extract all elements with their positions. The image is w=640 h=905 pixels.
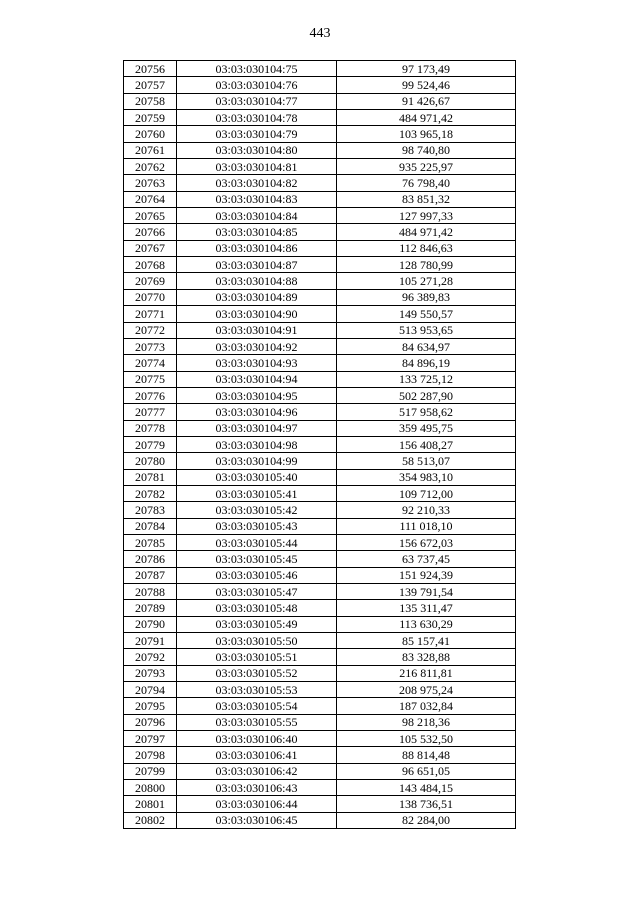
row-number-cell: 20786 (124, 551, 177, 567)
row-number-cell: 20797 (124, 731, 177, 747)
table-row (124, 240, 516, 256)
table-row (124, 665, 516, 681)
table-row (124, 224, 516, 240)
table-row (124, 731, 516, 747)
cadastral-number-cell: 03:03:030105:51 (177, 649, 337, 665)
value-cell: 354 983,10 (337, 469, 516, 485)
table-row (124, 126, 516, 142)
value-cell: 96 389,83 (337, 289, 516, 305)
cadastral-number-cell: 03:03:030105:55 (177, 714, 337, 730)
cadastral-number-cell: 03:03:030105:44 (177, 534, 337, 550)
value-cell: 83 851,32 (337, 191, 516, 207)
value-cell: 96 651,05 (337, 763, 516, 779)
table-row (124, 763, 516, 779)
table-row (124, 534, 516, 550)
table-row (124, 518, 516, 534)
value-cell: 76 798,40 (337, 175, 516, 191)
cadastral-number-cell: 03:03:030106:43 (177, 780, 337, 796)
value-cell: 84 634,97 (337, 338, 516, 354)
row-number-cell: 20762 (124, 159, 177, 175)
cadastral-number-cell: 03:03:030104:93 (177, 355, 337, 371)
cadastral-number-cell: 03:03:030104:76 (177, 77, 337, 93)
row-number-cell: 20787 (124, 567, 177, 583)
row-number-cell: 20788 (124, 584, 177, 600)
cadastral-number-cell: 03:03:030105:50 (177, 633, 337, 649)
value-cell: 103 965,18 (337, 126, 516, 142)
row-number-cell: 20779 (124, 436, 177, 452)
value-cell: 98 218,36 (337, 714, 516, 730)
row-number-cell: 20791 (124, 633, 177, 649)
data-table (123, 60, 516, 829)
value-cell: 58 513,07 (337, 453, 516, 469)
value-cell: 156 672,03 (337, 534, 516, 550)
row-number-cell: 20796 (124, 714, 177, 730)
cadastral-number-cell: 03:03:030106:44 (177, 796, 337, 812)
row-number-cell: 20761 (124, 142, 177, 158)
cadastral-number-cell: 03:03:030105:43 (177, 518, 337, 534)
row-number-cell: 20757 (124, 77, 177, 93)
cadastral-number-cell: 03:03:030104:94 (177, 371, 337, 387)
table-row (124, 159, 516, 175)
row-number-cell: 20800 (124, 780, 177, 796)
value-cell: 109 712,00 (337, 485, 516, 501)
table-row (124, 649, 516, 665)
value-cell: 156 408,27 (337, 436, 516, 452)
row-number-cell: 20766 (124, 224, 177, 240)
cadastral-number-cell: 03:03:030104:91 (177, 322, 337, 338)
value-cell: 84 896,19 (337, 355, 516, 371)
value-cell: 113 630,29 (337, 616, 516, 632)
cadastral-number-cell: 03:03:030104:88 (177, 273, 337, 289)
cadastral-number-cell: 03:03:030104:89 (177, 289, 337, 305)
cadastral-number-cell: 03:03:030104:99 (177, 453, 337, 469)
value-cell: 139 791,54 (337, 584, 516, 600)
cadastral-number-cell: 03:03:030105:41 (177, 485, 337, 501)
table-row (124, 322, 516, 338)
value-cell: 133 725,12 (337, 371, 516, 387)
cadastral-number-cell: 03:03:030104:80 (177, 142, 337, 158)
table-row (124, 633, 516, 649)
table-row (124, 600, 516, 616)
table-row (124, 289, 516, 305)
cadastral-number-cell: 03:03:030104:97 (177, 420, 337, 436)
row-number-cell: 20773 (124, 338, 177, 354)
table-row (124, 61, 516, 77)
cadastral-number-cell: 03:03:030105:48 (177, 600, 337, 616)
value-cell: 105 532,50 (337, 731, 516, 747)
value-cell: 111 018,10 (337, 518, 516, 534)
table-row (124, 77, 516, 93)
value-cell: 112 846,63 (337, 240, 516, 256)
value-cell: 484 971,42 (337, 110, 516, 126)
row-number-cell: 20764 (124, 191, 177, 207)
table-row (124, 306, 516, 322)
cadastral-number-cell: 03:03:030105:54 (177, 698, 337, 714)
cadastral-number-cell: 03:03:030105:49 (177, 616, 337, 632)
row-number-cell: 20760 (124, 126, 177, 142)
cadastral-number-cell: 03:03:030105:45 (177, 551, 337, 567)
row-number-cell: 20790 (124, 616, 177, 632)
row-number-cell: 20775 (124, 371, 177, 387)
cadastral-number-cell: 03:03:030104:77 (177, 93, 337, 109)
row-number-cell: 20783 (124, 502, 177, 518)
value-cell: 208 975,24 (337, 682, 516, 698)
cadastral-number-cell: 03:03:030105:40 (177, 469, 337, 485)
row-number-cell: 20770 (124, 289, 177, 305)
table-row (124, 453, 516, 469)
value-cell: 359 495,75 (337, 420, 516, 436)
row-number-cell: 20785 (124, 534, 177, 550)
table-row (124, 436, 516, 452)
table-row (124, 208, 516, 224)
row-number-cell: 20795 (124, 698, 177, 714)
cadastral-number-cell: 03:03:030104:92 (177, 338, 337, 354)
row-number-cell: 20793 (124, 665, 177, 681)
cadastral-number-cell: 03:03:030104:79 (177, 126, 337, 142)
cadastral-number-cell: 03:03:030104:87 (177, 257, 337, 273)
cadastral-number-cell: 03:03:030105:46 (177, 567, 337, 583)
value-cell: 83 328,88 (337, 649, 516, 665)
value-cell: 85 157,41 (337, 633, 516, 649)
row-number-cell: 20784 (124, 518, 177, 534)
value-cell: 105 271,28 (337, 273, 516, 289)
table-body (124, 61, 516, 829)
table-row (124, 387, 516, 403)
value-cell: 82 284,00 (337, 812, 516, 828)
cadastral-number-cell: 03:03:030104:82 (177, 175, 337, 191)
cadastral-number-cell: 03:03:030104:84 (177, 208, 337, 224)
value-cell: 935 225,97 (337, 159, 516, 175)
row-number-cell: 20782 (124, 485, 177, 501)
row-number-cell: 20798 (124, 747, 177, 763)
table-row (124, 371, 516, 387)
table-row (124, 175, 516, 191)
cadastral-number-cell: 03:03:030104:96 (177, 404, 337, 420)
row-number-cell: 20799 (124, 763, 177, 779)
table-row (124, 698, 516, 714)
row-number-cell: 20778 (124, 420, 177, 436)
cadastral-number-cell: 03:03:030104:98 (177, 436, 337, 452)
row-number-cell: 20792 (124, 649, 177, 665)
table-row (124, 93, 516, 109)
table-row (124, 273, 516, 289)
value-cell: 97 173,49 (337, 61, 516, 77)
row-number-cell: 20759 (124, 110, 177, 126)
cadastral-number-cell: 03:03:030106:45 (177, 812, 337, 828)
value-cell: 149 550,57 (337, 306, 516, 322)
value-cell: 128 780,99 (337, 257, 516, 273)
table-row (124, 682, 516, 698)
cadastral-number-cell: 03:03:030104:85 (177, 224, 337, 240)
value-cell: 63 737,45 (337, 551, 516, 567)
cadastral-number-cell: 03:03:030104:83 (177, 191, 337, 207)
table-row (124, 469, 516, 485)
table-row (124, 142, 516, 158)
cadastral-number-cell: 03:03:030104:78 (177, 110, 337, 126)
row-number-cell: 20763 (124, 175, 177, 191)
row-number-cell: 20768 (124, 257, 177, 273)
table-row (124, 796, 516, 812)
value-cell: 187 032,84 (337, 698, 516, 714)
table-row (124, 485, 516, 501)
row-number-cell: 20765 (124, 208, 177, 224)
cadastral-number-cell: 03:03:030104:75 (177, 61, 337, 77)
table-row (124, 257, 516, 273)
table-row (124, 404, 516, 420)
row-number-cell: 20756 (124, 61, 177, 77)
row-number-cell: 20789 (124, 600, 177, 616)
table-row (124, 355, 516, 371)
row-number-cell: 20769 (124, 273, 177, 289)
cadastral-number-cell: 03:03:030104:81 (177, 159, 337, 175)
value-cell: 99 524,46 (337, 77, 516, 93)
value-cell: 127 997,33 (337, 208, 516, 224)
row-number-cell: 20771 (124, 306, 177, 322)
table-row (124, 584, 516, 600)
table-row (124, 567, 516, 583)
cadastral-number-cell: 03:03:030105:53 (177, 682, 337, 698)
value-cell: 98 740,80 (337, 142, 516, 158)
value-cell: 138 736,51 (337, 796, 516, 812)
row-number-cell: 20801 (124, 796, 177, 812)
table-row (124, 191, 516, 207)
table-row (124, 616, 516, 632)
table-row (124, 780, 516, 796)
cadastral-number-cell: 03:03:030105:42 (177, 502, 337, 518)
row-number-cell: 20767 (124, 240, 177, 256)
value-cell: 216 811,81 (337, 665, 516, 681)
table-row (124, 551, 516, 567)
table-row (124, 747, 516, 763)
table-row (124, 110, 516, 126)
table-row (124, 420, 516, 436)
value-cell: 91 426,67 (337, 93, 516, 109)
value-cell: 502 287,90 (337, 387, 516, 403)
row-number-cell: 20780 (124, 453, 177, 469)
table-row (124, 502, 516, 518)
value-cell: 151 924,39 (337, 567, 516, 583)
cadastral-number-cell: 03:03:030104:90 (177, 306, 337, 322)
cadastral-number-cell: 03:03:030104:95 (177, 387, 337, 403)
value-cell: 513 953,65 (337, 322, 516, 338)
value-cell: 135 311,47 (337, 600, 516, 616)
row-number-cell: 20758 (124, 93, 177, 109)
value-cell: 517 958,62 (337, 404, 516, 420)
row-number-cell: 20794 (124, 682, 177, 698)
value-cell: 143 484,15 (337, 780, 516, 796)
cadastral-number-cell: 03:03:030106:40 (177, 731, 337, 747)
table-row (124, 714, 516, 730)
row-number-cell: 20776 (124, 387, 177, 403)
row-number-cell: 20772 (124, 322, 177, 338)
row-number-cell: 20774 (124, 355, 177, 371)
row-number-cell: 20777 (124, 404, 177, 420)
row-number-cell: 20781 (124, 469, 177, 485)
cadastral-number-cell: 03:03:030105:52 (177, 665, 337, 681)
value-cell: 88 814,48 (337, 747, 516, 763)
cadastral-number-cell: 03:03:030106:41 (177, 747, 337, 763)
table-row (124, 812, 516, 828)
row-number-cell: 20802 (124, 812, 177, 828)
value-cell: 484 971,42 (337, 224, 516, 240)
cadastral-number-cell: 03:03:030106:42 (177, 763, 337, 779)
page-number: 443 (309, 26, 331, 41)
table-row (124, 338, 516, 354)
cadastral-number-cell: 03:03:030104:86 (177, 240, 337, 256)
value-cell: 92 210,33 (337, 502, 516, 518)
cadastral-number-cell: 03:03:030105:47 (177, 584, 337, 600)
